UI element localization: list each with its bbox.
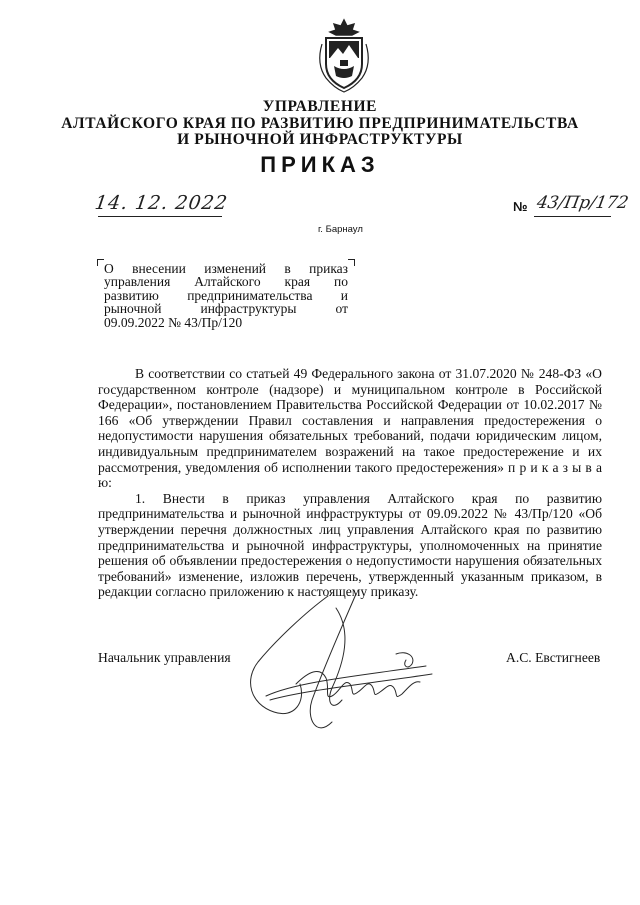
subject-corner-right [348, 259, 355, 266]
preamble-text: В соответствии со статьей 49 Федерального закона от 31.07.2020 № 248-ФЗ «О государственном контроле (надзоре) и муниципальном контроле в Российской Федерации», постановлением Правительства Российской Федерации от 10.02.2017 № 166 «Об утверждении Правил составления и направления предостережения о недопустимости нарушения обязательных требований, подачи юридическим лицом, индивидуальным предпринимателем возражений на такое предостережение и их рассмотрения, уведомления об исполнении такого предостережения» [98, 366, 602, 475]
signatory-name: А.С. Евстигнеев [506, 650, 601, 665]
subject-line: управления Алтайского края по [104, 274, 348, 290]
handwritten-number: 43/Пр/172 [535, 193, 631, 213]
document-body [98, 366, 602, 600]
number-label: № [513, 199, 528, 214]
item-1-paragraph: 1. Внести в приказ управления Алтайского края по развитию предпринимательства и рыночной инфраструктуры от 09.09.2022 № 43/Пр/120 «Об утверждении перечня должностных лиц управления Алтайского края по развитию предпринимательства и рыночной инфраструктуры, уполномоченных на принятие решения об объявлении предостережения о недопустимости нарушения обязательных требований» изменение, изложив перечень, утвержденный указанным приказом, в редакции согласно приложению к настоящему приказу. [98, 490, 602, 600]
subject-corner-left [97, 259, 104, 266]
organization-line-1: УПРАВЛЕНИЕ [262, 98, 378, 115]
order-word: п р и к а з ы в а ю: [98, 459, 602, 491]
coat-of-arms-icon [312, 14, 376, 94]
signatory-position: Начальник управления [98, 650, 231, 665]
document-subject [104, 262, 348, 329]
handwritten-date: 14. 12. 2022 [93, 192, 230, 214]
preamble-paragraph [98, 366, 602, 491]
subject-line: развитию предпринимательства и [104, 287, 348, 303]
handwritten-signature-icon [236, 592, 450, 742]
organization-line-3: И РЫНОЧНОЙ ИНФРАСТРУКТУРЫ [177, 131, 463, 148]
city-label: г. Барнаул [318, 224, 363, 235]
subject-line: рыночной инфраструктуры от [104, 301, 348, 317]
subject-line: 09.09.2022 № 43/Пр/120 [104, 314, 243, 330]
document-type-title: ПРИКАЗ [260, 152, 380, 177]
organization-line-2: АЛТАЙСКОГО КРАЯ ПО РАЗВИТИЮ ПРЕДПРИНИМАТЕЛЬСТВА [61, 115, 579, 132]
subject-line: О внесении изменений в приказ [104, 261, 348, 276]
